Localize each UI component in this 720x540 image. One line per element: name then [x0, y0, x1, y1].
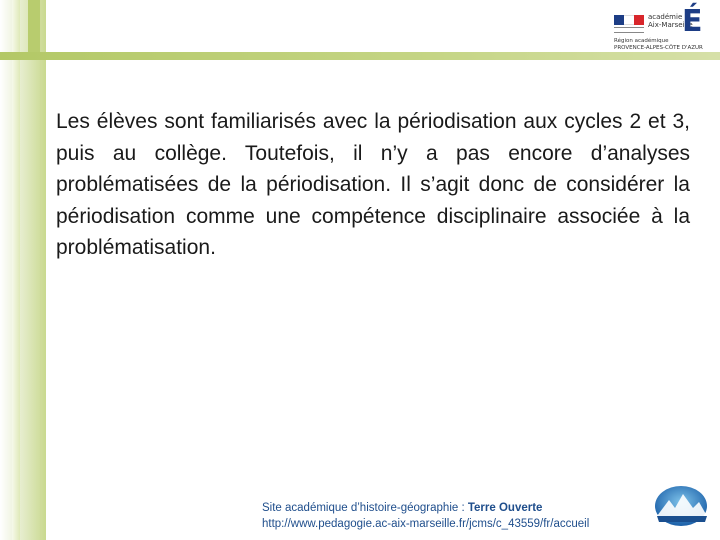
region-label: [614, 38, 703, 51]
marianne-lines: [614, 27, 644, 33]
terre-ouverte-logo-icon: [651, 482, 711, 528]
academy-line-1: académie: [648, 13, 683, 21]
academy-line-2: Aix-Marseille: [648, 21, 693, 29]
footer-site-line: [262, 500, 662, 516]
region-line-1: Région académique: [614, 38, 669, 44]
footer-site-name[interactable]: Terre Ouverte: [467, 502, 543, 514]
footer-site-prefix: Site académique d’histoire-géographie :: [262, 502, 468, 514]
vertical-rule: [40, 0, 42, 540]
academy-e-letter: É: [682, 4, 703, 39]
main-paragraph: Les élèves sont familiarisés avec la périodisation aux cycles 2 et 3, puis au collège. Toutefois, il n’y a pas encore d’analyses problématisées de la périodisation. Il s’agit donc de considérer la périodisation comme une compétence disciplinaire associée à la problématisation.: [56, 110, 690, 259]
footer: [262, 500, 662, 532]
top-left-accent: [28, 0, 40, 60]
french-flag-icon: [614, 15, 644, 25]
left-decorative-stripe: [12, 0, 20, 540]
region-line-2: PROVENCE-ALPES-CÔTE D'AZUR: [614, 44, 703, 51]
top-horizontal-rule: [0, 52, 720, 60]
footer-url[interactable]: http://www.pedagogie.ac-aix-marseille.fr/jcms/c_43559/fr/accueil: [262, 518, 590, 530]
academie-logo: [612, 5, 716, 51]
